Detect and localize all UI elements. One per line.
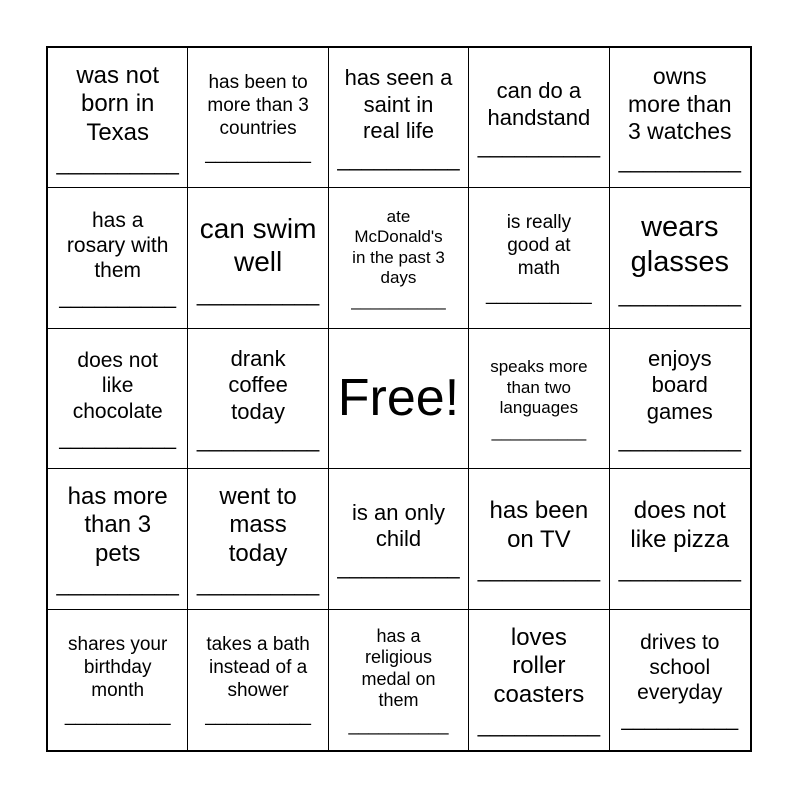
signature-line[interactable]: __________ — [477, 711, 601, 737]
bingo-cell-prompt: speaks more than two languages — [490, 357, 588, 418]
bingo-cell-prompt: is an only child — [352, 499, 445, 551]
bingo-cell[interactable] — [188, 48, 328, 188]
bingo-cell-prompt: has been to more than 3 countries — [207, 72, 309, 139]
bingo-cell-prompt: is really good at math — [506, 212, 572, 279]
bingo-cell-prompt: can swim well — [199, 212, 317, 278]
bingo-cell[interactable] — [188, 469, 328, 609]
bingo-cell[interactable] — [329, 188, 469, 328]
bingo-cell-prompt: has seen a saint in real life — [344, 65, 453, 143]
bingo-cell-prompt: can do a handstand — [487, 78, 591, 130]
bingo-cell[interactable] — [610, 188, 750, 328]
bingo-cell-prompt: enjoys board games — [646, 345, 713, 424]
bingo-cell-prompt: has more than 3 pets — [67, 482, 168, 568]
signature-line[interactable]: __________ — [621, 708, 739, 732]
signature-line[interactable]: __________ — [205, 705, 311, 727]
bingo-free-space[interactable] — [329, 329, 469, 469]
bingo-cell[interactable] — [469, 48, 609, 188]
bingo-cell[interactable] — [610, 469, 750, 609]
signature-line[interactable]: __________ — [56, 149, 179, 175]
bingo-cell-prompt: was not born in Texas — [76, 61, 160, 147]
bingo-cell[interactable] — [610, 329, 750, 469]
bingo-cell-prompt: does not like pizza — [630, 497, 730, 553]
bingo-cell[interactable] — [48, 188, 188, 328]
bingo-cell-prompt: owns more than 3 watches — [628, 63, 732, 145]
bingo-cell-prompt: ate McDonald's in the past 3 days — [352, 206, 445, 287]
bingo-cell[interactable] — [48, 329, 188, 469]
signature-line[interactable]: __________ — [477, 556, 601, 582]
signature-line[interactable]: __________ — [348, 714, 449, 735]
bingo-cell[interactable] — [469, 329, 609, 469]
signature-line[interactable]: __________ — [337, 146, 460, 172]
signature-line[interactable]: __________ — [196, 427, 320, 453]
bingo-cell-prompt: went to mass today — [219, 482, 297, 568]
bingo-cell[interactable] — [188, 329, 328, 469]
bingo-cell-prompt: does not like chocolate — [72, 349, 163, 423]
signature-line[interactable]: __________ — [486, 283, 592, 305]
bingo-cell-prompt: shares your birthday month — [68, 634, 168, 701]
bingo-cell-prompt: drank coffee today — [228, 345, 288, 424]
signature-line[interactable]: __________ — [56, 571, 179, 597]
signature-line[interactable]: __________ — [618, 281, 741, 307]
signature-line[interactable]: __________ — [477, 133, 601, 159]
signature-line[interactable]: __________ — [618, 556, 741, 582]
bingo-cell[interactable] — [610, 610, 750, 750]
bingo-board — [46, 46, 752, 752]
free-space-label: Free! — [337, 369, 460, 428]
bingo-cell[interactable] — [188, 188, 328, 328]
bingo-cell[interactable] — [469, 610, 609, 750]
bingo-cell-prompt: loves roller coasters — [493, 623, 585, 709]
signature-line[interactable]: __________ — [64, 705, 171, 727]
signature-line[interactable]: __________ — [196, 571, 320, 597]
bingo-cell-prompt: has a rosary with them — [66, 208, 169, 283]
signature-line[interactable]: __________ — [205, 143, 311, 165]
signature-line[interactable]: __________ — [491, 421, 587, 441]
bingo-cell[interactable] — [469, 188, 609, 328]
bingo-cell[interactable] — [48, 610, 188, 750]
bingo-cell[interactable] — [48, 469, 188, 609]
bingo-cell-prompt: drives to school everyday — [637, 630, 723, 704]
bingo-cell[interactable] — [329, 610, 469, 750]
bingo-cell[interactable] — [188, 610, 328, 750]
signature-line[interactable]: __________ — [196, 280, 320, 306]
signature-line[interactable]: __________ — [59, 286, 177, 310]
bingo-cell-prompt: has a religious medal on them — [361, 625, 436, 711]
bingo-cell[interactable] — [610, 48, 750, 188]
bingo-cell-prompt: wears glasses — [630, 211, 729, 279]
signature-line[interactable]: __________ — [618, 427, 741, 453]
signature-line[interactable]: __________ — [351, 291, 446, 311]
bingo-cell[interactable] — [329, 48, 469, 188]
bingo-cell[interactable] — [329, 469, 469, 609]
signature-line[interactable]: __________ — [59, 426, 177, 450]
bingo-cell[interactable] — [48, 48, 188, 188]
bingo-cell-prompt: takes a bath instead of a shower — [206, 634, 310, 701]
signature-line[interactable]: __________ — [337, 554, 460, 580]
bingo-cell[interactable] — [469, 469, 609, 609]
bingo-cell-prompt: has been on TV — [489, 497, 589, 553]
signature-line[interactable]: __________ — [618, 148, 741, 174]
